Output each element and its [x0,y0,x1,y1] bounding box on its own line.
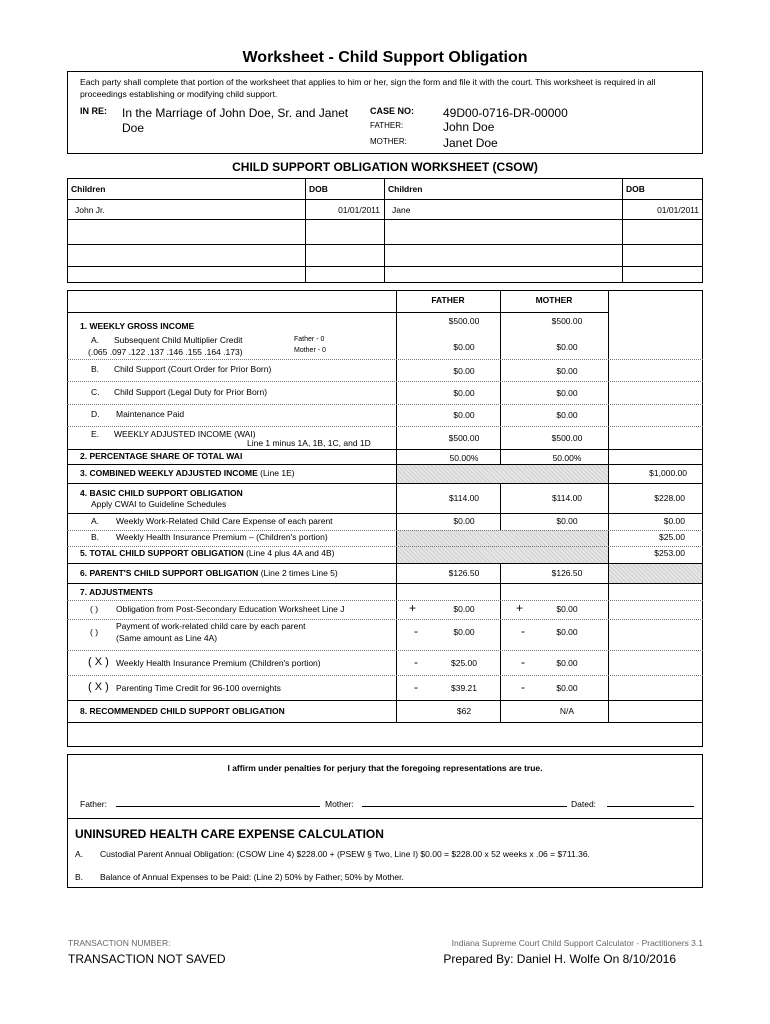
line-8-father-value: $62 [456,706,472,716]
child-name-cell: John Jr. [75,205,105,215]
dated-label: Dated: [571,799,597,809]
mother-signature-line[interactable] [362,806,567,807]
line-7b-mother-sign: - [521,624,525,638]
line-1a-father-note: Father - 0 [294,336,325,343]
children-header-1: Children [71,184,106,194]
line-2-label: 2. PERCENTAGE SHARE OF TOTAL WAI [80,451,243,461]
line-7a-father-value: $0.00 [453,604,475,614]
in-re-line2: Doe [122,121,145,135]
line-6-label: 6. PARENT'S CHILD SUPPORT OBLIGATION [80,568,259,578]
line-1d-father-value: $0.00 [453,410,475,420]
line-3-total-value: $1,000.00 [649,468,687,478]
line-7a-checkbox[interactable]: ( ) [90,604,99,614]
prepared-by: Prepared By: Daniel H. Wolfe On 8/10/2016 [443,952,676,966]
line-1e-label: WEEKLY ADJUSTED INCOME (WAI) [114,429,256,439]
line-1c-label: Child Support (Legal Duty for Prior Born) [114,387,268,397]
mother-column-header: MOTHER [535,295,573,305]
line-7b-mother-value: $0.00 [556,627,578,637]
line-7a-mother-sign: + [516,601,524,615]
line-5-label: 5. TOTAL CHILD SUPPORT OBLIGATION [80,548,244,558]
father-signature-line[interactable] [116,806,320,807]
line-7a-label: Obligation from Post-Secondary Education Worksheet Line J [116,604,345,614]
line-4-father-value: $114.00 [448,493,480,503]
line-3-label-row [80,468,295,478]
line-1a-multipliers: (.065 .097 .122 .137 .146 .155 .164 .173) [88,347,243,357]
children-table [67,178,703,283]
line-7b-father-sign: - [414,624,418,638]
line-4-label: 4. BASIC CHILD SUPPORT OBLIGATION [80,488,243,498]
line-1a-label: Subsequent Child Multiplier Credit [114,335,243,345]
line-4b-label: Weekly Health Insurance Premium – (Children's portion) [116,532,328,542]
line-7c-mother-value: $0.00 [556,658,578,668]
line-4-total-value: $228.00 [654,493,685,503]
line-1-father-value: $500.00 [448,316,480,326]
line-8-label: 8. RECOMMENDED CHILD SUPPORT OBLIGATION [80,706,285,716]
line-1e-mother-value: $500.00 [551,433,583,443]
line-6-label-row [80,568,338,578]
line-1e-formula: Line 1 minus 1A, 1B, 1C, and 1D [247,438,371,448]
line-7c-father-value: $25.00 [451,658,477,668]
line-1a-letter: A. [91,335,100,345]
line-7d-checkbox[interactable]: ( X ) [88,681,109,693]
line-7b-checkbox[interactable]: ( ) [90,627,99,637]
line-7c-label: Weekly Health Insurance Premium (Children's portion) [116,658,321,668]
uninsured-a-text: Custodial Parent Annual Obligation: (CSOW Line 4) $228.00 + (PSEW § Two, Line I) $0.00 = $228.00 x 52 weeks x .06 = $711.36. [100,849,590,859]
line-7d-father-sign: - [414,680,418,694]
line-1d-label: Maintenance Paid [116,409,185,419]
line-8-mother-value: N/A [559,706,575,716]
father-signature-label: Father: [80,799,107,809]
case-no-label: CASE NO: [370,106,415,116]
line-7d-mother-sign: - [521,680,525,694]
line-2-mother-value: 50.00% [552,453,582,463]
line-1d-mother-value: $0.00 [556,410,578,420]
line-7b-father-value: $0.00 [453,627,475,637]
father-column-header: FATHER [431,295,465,305]
child-dob-cell: 01/01/2011 [338,205,380,215]
transaction-number-value: TRANSACTION NOT SAVED [68,952,226,966]
father-name: John Doe [443,120,495,134]
line-4-mother-value: $114.00 [551,493,583,503]
line-1a-mother-value: $0.00 [556,342,578,352]
line-1a-father-value: $0.00 [453,342,475,352]
line-7c-mother-sign: - [521,655,525,669]
line-3-label: 3. COMBINED WEEKLY ADJUSTED INCOME [80,468,258,478]
child-dob-cell: 01/01/2011 [657,205,699,215]
intro-text: Each party shall complete that portion of the worksheet that applies to him or her, sign the form and file it with the court. This worksheet is required in all proceedings establishing or modifying child support. [67,71,703,99]
line-1c-father-value: $0.00 [453,388,475,398]
mother-signature-label: Mother: [325,799,354,809]
uninsured-b-text: Balance of Annual Expenses to be Paid: (Line 2) 50% by Father; 50% by Mother. [100,872,404,882]
mother-label: MOTHER: [370,137,407,146]
in-re-label: IN RE: [80,106,107,116]
line-1e-father-value: $500.00 [448,433,480,443]
affirmation-box [67,754,703,888]
line-7d-mother-value: $0.00 [556,683,578,693]
line-1d-letter: D. [91,409,100,419]
line-1b-letter: B. [91,364,100,374]
line-4b-total-value: $25.00 [659,532,685,542]
line-1b-mother-value: $0.00 [556,366,578,376]
line-1-mother-value: $500.00 [551,316,583,326]
mother-name: Janet Doe [443,136,498,150]
line-7a-father-sign: + [409,601,417,615]
dob-header-1: DOB [309,184,328,194]
line-4a-label: Weekly Work-Related Child Care Expense of each parent [116,516,333,526]
line-1b-label: Child Support (Court Order for Prior Born) [114,364,272,374]
line-6-father-value: $126.50 [448,568,480,578]
case-no-value: 49D00-0716-DR-00000 [443,106,568,120]
line-7b-label: Payment of work-related child care by each parent [116,621,306,631]
line-4b-letter: B. [91,532,100,542]
line-7d-label: Parenting Time Credit for 96-100 overnights [116,683,281,693]
in-re-line1: In the Marriage of John Doe, Sr. and Janet [122,106,349,120]
line-1c-letter: C. [91,387,100,397]
uninsured-title: UNINSURED HEALTH CARE EXPENSE CALCULATION [75,827,384,841]
transaction-number-label: TRANSACTION NUMBER: [68,938,171,948]
affirmation-text: I affirm under penalties for perjury that the foregoing representations are true. [227,763,543,773]
line-5-total-value: $253.00 [654,548,685,558]
line-1-label: 1. WEEKLY GROSS INCOME [80,321,195,331]
line-2-father-value: 50.00% [449,453,479,463]
line-4a-mother-value: $0.00 [556,516,578,526]
line-4a-total-value: $0.00 [663,516,685,526]
line-7-label: 7. ADJUSTMENTS [80,587,153,597]
line-4a-father-value: $0.00 [453,516,475,526]
line-1e-letter: E. [91,429,100,439]
line-7b-subtext: (Same amount as Line 4A) [116,633,218,643]
line-1b-father-value: $0.00 [453,366,475,376]
line-3-reference: (Line 1E) [260,468,295,478]
line-1a-mother-note: Mother - 0 [294,347,326,354]
line-1c-mother-value: $0.00 [556,388,578,398]
date-line[interactable] [607,806,694,807]
line-7a-mother-value: $0.00 [556,604,578,614]
line-7c-checkbox[interactable]: ( X ) [88,656,109,668]
csow-title: CHILD SUPPORT OBLIGATION WORKSHEET (CSOW) [232,160,538,174]
line-5-label-row [80,548,334,558]
shaded-cell [397,464,608,483]
father-label: FATHER: [370,121,404,130]
child-name-cell: Jane [392,205,411,215]
line-6-mother-value: $126.50 [551,568,583,578]
uninsured-a-letter: A. [75,849,84,859]
line-4a-letter: A. [91,516,100,526]
line-5-formula: (Line 4 plus 4A and 4B) [246,548,335,558]
page-title: Worksheet - Child Support Obligation [242,49,528,66]
children-header-2: Children [388,184,423,194]
line-7d-father-value: $39.21 [451,683,477,693]
calculator-version: Indiana Supreme Court Child Support Calculator - Practitioners 3.1 [451,938,703,948]
line-6-formula: (Line 2 times Line 5) [260,568,338,578]
line-4-subtext: Apply CWAI to Guideline Schedules [91,499,227,509]
dob-header-2: DOB [626,184,645,194]
line-7c-father-sign: - [414,655,418,669]
uninsured-b-letter: B. [75,872,84,882]
